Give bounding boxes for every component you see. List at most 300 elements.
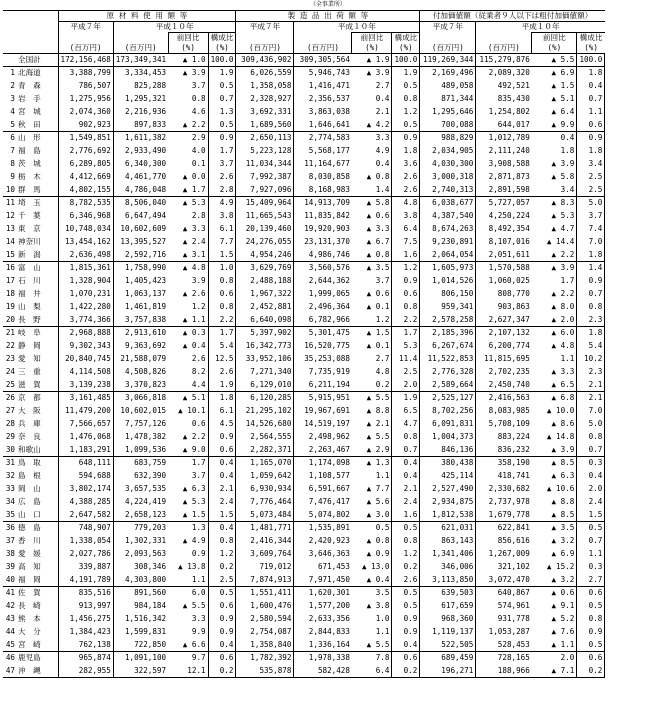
value-cell: 863,143	[420, 535, 476, 548]
value-cell: 19,920,903	[304, 224, 350, 234]
table-row	[3, 600, 605, 613]
pref-name: 山 形	[17, 132, 58, 145]
value-cell: 5,727,057	[476, 197, 532, 210]
value-cell: 7,271,340	[236, 366, 294, 379]
value-cell: ▲ 5.1	[532, 93, 577, 106]
pref-name: 岩 手	[17, 93, 58, 106]
value-cell: 6.4	[352, 665, 392, 678]
value-cell: ▲ 5.6	[352, 496, 392, 509]
value-cell: 2,051,611	[488, 249, 530, 259]
value-cell: 1.3	[208, 106, 236, 119]
value-cell: 15,409,964	[236, 197, 294, 210]
value-cell: 322,597	[113, 665, 168, 678]
value-cell: 0.2	[392, 561, 420, 574]
value-cell: 8,107,016	[488, 237, 530, 247]
value-cell: 8,506,040	[113, 197, 168, 210]
table-row	[3, 288, 605, 301]
pref-name: 神奈川	[17, 236, 58, 249]
value-cell: ▲ 6.7	[352, 236, 392, 249]
value-cell: 2.3	[577, 366, 605, 379]
value-cell: 4.6	[168, 106, 208, 119]
value-cell: ▲ 6.8	[532, 392, 577, 405]
value-cell: 2,774,583	[294, 132, 352, 145]
value-cell: 640,867	[476, 587, 532, 600]
pref-number: 1	[3, 67, 17, 80]
value-cell: 984,184	[134, 601, 167, 611]
value-cell: 2,702,235	[488, 367, 530, 377]
table-row	[3, 457, 605, 470]
value-cell: 1,183,291	[58, 444, 113, 457]
value-cell: 3.8	[392, 210, 420, 223]
value-cell: ▲ 3.9	[168, 67, 208, 80]
value-cell: 23,131,370	[304, 237, 350, 247]
value-cell: 4,114,508	[58, 366, 113, 379]
value-cell: 4,030,300	[420, 158, 476, 171]
value-cell: ▲ 5.5	[168, 600, 208, 613]
value-cell: 2,450,740	[488, 379, 530, 389]
value-cell: 6,640,098	[236, 314, 294, 327]
value-cell: 7,566,657	[58, 418, 113, 431]
value-cell: 13,395,527	[120, 237, 167, 247]
value-cell: ▲ 5.8	[352, 197, 392, 210]
value-cell: 2,754,087	[236, 626, 294, 639]
value-cell: 0.4	[577, 80, 605, 93]
value-cell: ▲ 1.3	[352, 457, 392, 470]
value-cell: 0.5	[392, 600, 420, 613]
unit-label: (%)	[532, 43, 577, 54]
pref-name: 大 分	[17, 626, 58, 639]
value-cell: 9,230,891	[420, 236, 476, 249]
value-cell: 2,658,123	[124, 509, 167, 519]
value-cell: ▲ 3.5	[352, 262, 392, 275]
value-cell: ▲ 3.9	[532, 262, 577, 275]
unit-label: (百万円)	[113, 43, 168, 54]
value-cell: 2.7	[352, 353, 392, 366]
value-cell: 3.8	[208, 210, 236, 223]
value-cell: 1,060,025	[488, 276, 530, 286]
value-cell: 1,108,577	[308, 471, 350, 481]
value-cell: 16,520,775	[304, 341, 350, 351]
value-cell: 5.4	[208, 340, 236, 353]
value-cell: 891,560	[113, 587, 168, 600]
value-cell: ▲ 3.2	[532, 574, 577, 587]
value-cell: ▲ 8.6	[532, 418, 577, 431]
value-cell: 1,341,406	[420, 548, 476, 561]
value-cell: 0.4	[208, 457, 236, 470]
pref-name: 埼 玉	[17, 197, 58, 210]
pref-number: 38	[5, 549, 15, 559]
value-cell: 1,119,137	[420, 626, 476, 639]
value-cell: ▲ 5.2	[532, 613, 577, 626]
value-cell: ▲ 1.1	[168, 314, 208, 327]
value-cell: 11,164,677	[304, 159, 350, 169]
value-cell: 0.8	[208, 535, 236, 548]
value-cell: 0.7	[577, 288, 605, 301]
value-cell: ▲ 4.2	[352, 119, 392, 132]
value-cell: 2.1	[577, 392, 605, 405]
value-cell: 1.4	[577, 262, 605, 275]
value-cell: 1.1	[352, 470, 392, 483]
pref-name: 北海道	[17, 67, 58, 80]
pref-number: 9	[10, 172, 15, 182]
value-cell: ▲ 0.6	[352, 210, 392, 223]
value-cell: 8,030,858	[308, 172, 350, 182]
value-cell: 1.8	[532, 145, 577, 158]
value-cell: 7.5	[392, 236, 420, 249]
value-cell: 10,602,609	[120, 224, 167, 234]
value-cell: 7,927,096	[236, 184, 294, 197]
value-cell: 0.5	[352, 522, 392, 535]
pref-number: 40	[5, 574, 15, 584]
pref-number: 11	[3, 197, 17, 210]
value-cell: 1,014,526	[420, 275, 476, 288]
value-cell: 1,174,098	[294, 457, 352, 470]
pref-name: 岐 阜	[17, 327, 58, 340]
value-cell: 1.8	[577, 67, 605, 80]
value-cell: 0.2	[352, 379, 392, 392]
pref-name: 青 森	[17, 80, 58, 93]
value-cell: 8.2	[168, 366, 208, 379]
value-cell: 2,496,364	[308, 302, 350, 312]
value-cell: 1,295,646	[420, 106, 476, 119]
value-cell: 2,488,188	[236, 275, 294, 288]
value-cell: 33,952,106	[236, 353, 294, 366]
pref-number: 6	[3, 132, 17, 145]
value-cell: ▲ 3.8	[352, 600, 392, 613]
table-row	[3, 171, 605, 184]
value-cell: 1,967,322	[236, 288, 294, 301]
value-cell: ▲ 3.3	[168, 223, 208, 236]
value-cell: 1.1	[577, 106, 605, 119]
value-cell: 7,476,417	[308, 497, 350, 507]
value-cell: 0.5	[392, 587, 420, 600]
value-cell: 0.6	[392, 288, 420, 301]
value-cell: 0.3	[577, 457, 605, 470]
value-cell: ▲ 0.1	[352, 301, 392, 314]
value-cell: 1.1	[168, 574, 208, 587]
value-cell: 644,017	[497, 119, 530, 129]
value-cell: 4,250,224	[488, 211, 530, 221]
table-row	[3, 262, 605, 275]
value-cell: 748,907	[58, 522, 113, 535]
pref-number: 30	[5, 444, 15, 454]
value-cell: 7.0	[577, 236, 605, 249]
value-cell: 1.9	[208, 67, 236, 80]
pref-number: 16	[3, 262, 17, 275]
value-cell: 1,358,058	[236, 80, 294, 93]
value-cell: 4.9	[208, 197, 236, 210]
value-cell: 5,073,484	[236, 509, 294, 522]
value-cell: 883,224	[497, 432, 530, 442]
value-cell: 574,961	[497, 601, 530, 611]
value-cell: 639,503	[420, 587, 476, 600]
value-cell: 1.8	[208, 392, 236, 405]
pref-name: 愛 知	[17, 353, 58, 366]
value-cell: 2.6	[208, 171, 236, 184]
value-cell: 2.3	[577, 314, 605, 327]
value-cell: 2,356,537	[308, 94, 350, 104]
value-cell: 7.8	[352, 652, 392, 665]
value-cell: 700,088	[420, 119, 476, 132]
value-cell: ▲ 0.4	[352, 574, 392, 587]
value-cell: 2.6	[208, 366, 236, 379]
value-cell: 1,275,956	[58, 93, 113, 106]
value-cell: 2,776,328	[420, 366, 476, 379]
value-cell: ▲ 3.3	[352, 223, 392, 236]
pref-number: 3	[10, 94, 15, 104]
value-cell: 4,954,246	[236, 249, 294, 262]
value-cell: 0.4	[392, 639, 420, 652]
value-cell: 0.8	[577, 431, 605, 444]
value-cell: 3.7	[577, 210, 605, 223]
value-cell: 0.8	[168, 93, 208, 106]
value-cell: 2.7	[577, 574, 605, 587]
value-cell: ▲ 5.5	[352, 639, 392, 652]
value-cell: 6,038,677	[420, 197, 476, 210]
pref-name: 石 川	[17, 275, 58, 288]
pref-name: 山 梨	[17, 301, 58, 314]
value-cell: 0.4	[532, 132, 577, 145]
value-cell: 1.1	[532, 353, 577, 366]
pref-name: 佐 賀	[17, 587, 58, 600]
pref-name: 鹿児島	[17, 652, 58, 665]
value-cell: 2.0	[577, 483, 605, 496]
value-cell: 6,211,194	[308, 379, 350, 389]
value-cell: 1,782,392	[236, 652, 294, 665]
pref-number: 4	[10, 107, 15, 117]
value-cell: ▲ 8.8	[352, 405, 392, 418]
pref-number: 47	[3, 665, 17, 678]
value-cell: 11,815,695	[484, 354, 530, 364]
value-cell: 959,341	[420, 301, 476, 314]
value-cell: 4,303,800	[124, 574, 167, 584]
pref-number: 2	[10, 81, 15, 91]
value-cell: 1.1	[352, 626, 392, 639]
value-cell: ▲ 14.8	[532, 431, 577, 444]
value-cell: 7.0	[577, 405, 605, 418]
value-cell: ▲ 5.3	[532, 210, 577, 223]
value-cell: 1.7	[208, 145, 236, 158]
value-cell: 0.8	[577, 301, 605, 314]
value-cell: 6,930,934	[236, 483, 294, 496]
value-cell: 856,616	[497, 536, 530, 546]
value-cell: 1,053,287	[488, 627, 530, 637]
value-cell: 2,644,362	[308, 276, 350, 286]
pref-number: 20	[5, 314, 15, 324]
pref-name: 鳥 取	[17, 457, 58, 470]
value-cell: 2.1	[352, 106, 392, 119]
table-row	[3, 613, 605, 626]
value-cell: 2,871,873	[488, 172, 530, 182]
group-materials: 原 材 料 使 用 額 等	[58, 11, 236, 22]
pref-name: 島 根	[17, 470, 58, 483]
value-cell: 4,986,746	[308, 249, 350, 259]
table-row	[3, 470, 605, 483]
value-cell: 3,692,331	[236, 106, 294, 119]
table-row	[3, 509, 605, 522]
value-cell: 0.8	[392, 431, 420, 444]
table-row	[3, 80, 605, 93]
value-cell: 2,328,927	[236, 93, 294, 106]
value-cell: ▲ 0.6	[352, 288, 392, 301]
value-cell: 3.7	[208, 158, 236, 171]
value-cell: ▲ 0.1	[352, 340, 392, 353]
value-cell: ▲ 9.0	[168, 444, 208, 457]
value-cell: 3,113,850	[420, 574, 476, 587]
value-cell: 5.3	[392, 340, 420, 353]
value-cell: 3.3	[352, 132, 392, 145]
value-cell: 0.4	[208, 639, 236, 652]
value-cell: ▲ 8.0	[532, 301, 577, 314]
national-total-row	[3, 54, 605, 67]
table-row	[3, 301, 605, 314]
value-cell: 0.4	[577, 470, 605, 483]
value-cell: ▲ 1.0	[168, 54, 208, 67]
value-cell: 6,091,831	[420, 418, 476, 431]
value-cell: 528,453	[497, 639, 530, 649]
value-cell: 6,591,667	[308, 484, 350, 494]
value-cell: 1,758,990	[113, 262, 168, 275]
value-cell: 4.8	[352, 366, 392, 379]
table-row	[3, 665, 605, 678]
pref-name: 山 口	[17, 509, 58, 522]
value-cell: 0.9	[577, 275, 605, 288]
pref-name: 奈 良	[17, 431, 58, 444]
value-cell: 7,757,126	[124, 419, 167, 429]
value-cell: ▲ 8.8	[532, 496, 577, 509]
top-label: （全事業所）	[309, 1, 346, 8]
value-cell: 346,006	[420, 561, 476, 574]
value-cell: 1.5	[208, 509, 236, 522]
value-cell: 7,735,919	[308, 367, 350, 377]
pref-number: 8	[10, 159, 15, 169]
value-cell: 2,263,467	[308, 444, 350, 454]
value-cell: 2,647,582	[58, 509, 113, 522]
unit-label: (百万円)	[236, 43, 294, 54]
value-cell: 9,302,343	[58, 340, 113, 353]
value-cell: 0.9	[208, 132, 236, 145]
value-cell: 1,422,280	[58, 301, 113, 314]
value-cell: 1,336,164	[308, 639, 350, 649]
value-cell: 0.5	[392, 522, 420, 535]
value-cell: 0.9	[208, 613, 236, 626]
pref-name: 大 阪	[17, 405, 58, 418]
value-cell: 1,461,819	[124, 302, 167, 312]
value-cell: 4,461,770	[124, 172, 167, 182]
unit-label: (%)	[392, 43, 420, 54]
value-cell: ▲ 3.9	[532, 444, 577, 457]
table-row	[3, 210, 605, 223]
value-cell: 1,338,054	[58, 535, 113, 548]
year-h10: 平成１０年	[294, 22, 420, 33]
value-cell: 2.4	[208, 496, 236, 509]
value-cell: ▲ 0.3	[168, 327, 208, 340]
value-cell: 1.7	[392, 327, 420, 340]
value-cell: 683,759	[113, 457, 168, 470]
value-cell: ▲ 9.1	[532, 600, 577, 613]
value-cell: 14,526,680	[236, 418, 294, 431]
pref-number: 36	[3, 522, 17, 535]
value-cell: 115,279,876	[476, 54, 532, 67]
table-row	[3, 184, 605, 197]
value-cell: ▲ 6.4	[532, 106, 577, 119]
value-cell: 3.4	[577, 158, 605, 171]
value-cell: 4,802,155	[58, 184, 113, 197]
table-row	[3, 548, 605, 561]
value-cell: 2,525,127	[420, 392, 476, 405]
value-cell: ▲ 2.6	[168, 288, 208, 301]
value-cell: 1.9	[392, 67, 420, 80]
value-cell: 8,492,354	[488, 224, 530, 234]
value-cell: ▲ 2.2	[168, 431, 208, 444]
value-cell: 1.9	[208, 379, 236, 392]
value-cell: 2.6	[392, 574, 420, 587]
value-cell: ▲ 13.0	[352, 561, 392, 574]
value-cell: 0.7	[577, 93, 605, 106]
pref-name: 兵 庫	[17, 418, 58, 431]
value-cell: 2,913,610	[113, 327, 168, 340]
value-cell: 21,588,079	[120, 354, 167, 364]
value-cell: 3.3	[168, 613, 208, 626]
value-cell: 1,611,382	[113, 132, 168, 145]
pref-name: 香 川	[17, 535, 58, 548]
value-cell: 492,521	[497, 81, 530, 91]
value-cell: 5,223,128	[236, 145, 294, 158]
value-cell: 6.4	[392, 223, 420, 236]
value-cell: 1,254,802	[488, 107, 530, 117]
pref-number: 27	[5, 406, 15, 416]
value-cell: 2,034,905	[420, 145, 476, 158]
value-cell: 1.2	[392, 548, 420, 561]
value-cell: 1,978,338	[294, 652, 352, 665]
pref-name: 福 島	[17, 145, 58, 158]
value-cell: 2,452,881	[236, 301, 294, 314]
table-row	[3, 314, 605, 327]
value-cell: 11.4	[392, 353, 420, 366]
value-cell: 6,346,968	[58, 210, 113, 223]
pref-name: 宮 城	[17, 106, 58, 119]
value-cell: 2,633,356	[308, 614, 350, 624]
value-cell: 3,863,038	[308, 107, 350, 117]
value-cell: 10,748,034	[58, 223, 113, 236]
value-cell: 3,370,823	[124, 379, 167, 389]
value-cell: 5,301,475	[294, 327, 352, 340]
value-cell: 0.3	[577, 561, 605, 574]
value-cell: ▲ 0.9	[352, 548, 392, 561]
value-cell: 2,107,132	[476, 327, 532, 340]
value-cell: 0.6	[208, 288, 236, 301]
value-cell: 1,384,423	[58, 626, 113, 639]
value-cell: 1,481,771	[236, 522, 294, 535]
pref-number: 39	[5, 562, 15, 572]
value-cell: 1.2	[392, 106, 420, 119]
value-cell: 4,786,048	[124, 184, 167, 194]
value-cell: 1.6	[392, 249, 420, 262]
value-cell: 897,833	[134, 119, 167, 129]
value-cell: 1,599,831	[124, 627, 167, 637]
table-row	[3, 93, 605, 106]
value-cell: ▲ 5.8	[532, 171, 577, 184]
value-cell: ▲ 10.0	[532, 405, 577, 418]
value-cell: 13,454,162	[58, 236, 113, 249]
value-cell: 4.0	[168, 145, 208, 158]
pref-number: 24	[5, 367, 15, 377]
value-cell: 1.4	[352, 184, 392, 197]
pref-name: 広 島	[17, 496, 58, 509]
value-cell: 0.8	[392, 535, 420, 548]
value-cell: 1,405,423	[124, 276, 167, 286]
value-cell: 0.6	[168, 418, 208, 431]
